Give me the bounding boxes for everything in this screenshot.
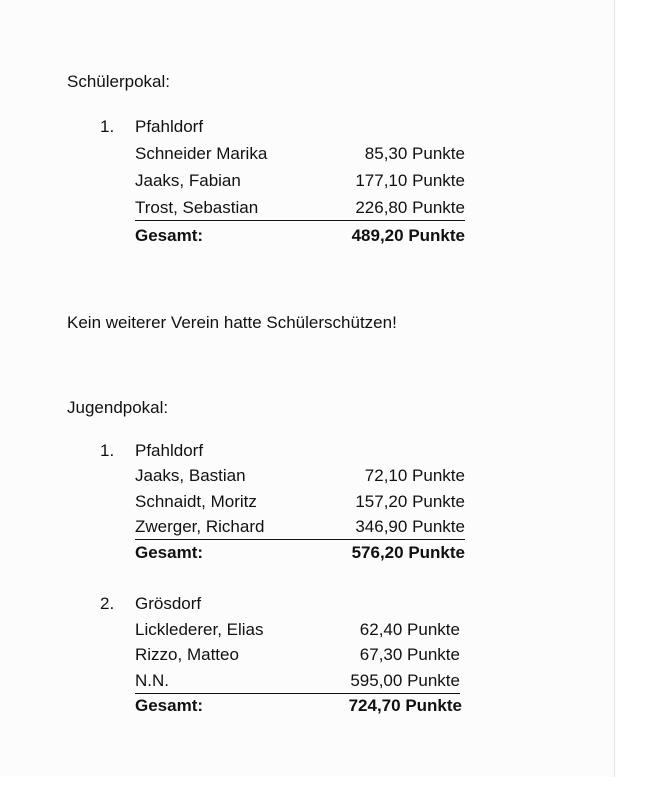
member-row <box>135 517 465 540</box>
member-row <box>135 620 460 644</box>
member-row <box>135 645 460 669</box>
member-row <box>135 171 465 195</box>
total-points: 724,70 Punkte <box>348 696 462 715</box>
member-name: Rizzo, Matteo <box>135 645 239 664</box>
member-name: Zwerger, Richard <box>135 517 265 536</box>
total-points: 489,20 Punkte <box>351 226 465 245</box>
jugendpokal-heading: Jugendpokal: <box>67 398 169 417</box>
total-label: Gesamt: <box>135 696 204 715</box>
member-row <box>135 492 465 516</box>
member-points: 226,80 Punkte <box>355 198 465 217</box>
team-rank: 1. <box>100 117 115 136</box>
member-points: 346,90 Punkte <box>355 517 465 536</box>
member-points: 177,10 Punkte <box>355 171 465 190</box>
member-name: Trost, Sebastian <box>135 198 259 217</box>
member-row <box>135 144 465 168</box>
member-points: 67,30 Punkte <box>359 645 460 664</box>
member-points: 62,40 Punkte <box>359 620 460 639</box>
team-club: Pfahldorf <box>135 117 204 136</box>
total-row <box>135 543 465 567</box>
member-points: 72,10 Punkte <box>364 466 465 485</box>
member-row <box>135 198 465 221</box>
member-name: Schnaidt, Moritz <box>135 492 257 511</box>
total-points: 576,20 Punkte <box>351 543 465 562</box>
member-points: 85,30 Punkte <box>364 144 465 163</box>
member-row <box>135 466 465 490</box>
member-name: Schneider Marika <box>135 144 268 163</box>
member-name: Jaaks, Fabian <box>135 171 241 190</box>
member-row <box>135 671 460 694</box>
member-name: Licklederer, Elias <box>135 620 264 639</box>
team-club: Grösdorf <box>135 594 202 613</box>
note-text: Kein weiterer Verein hatte Schülerschützen! <box>67 313 397 332</box>
member-name: Jaaks, Bastian <box>135 466 246 485</box>
team-rank: 2. <box>100 594 115 613</box>
total-row <box>135 226 465 250</box>
team-rank: 1. <box>100 441 115 460</box>
total-label: Gesamt: <box>135 543 204 562</box>
member-points: 157,20 Punkte <box>355 492 465 511</box>
member-name: N.N. <box>135 671 169 690</box>
schuelerpokal-heading: Schülerpokal: <box>67 72 171 91</box>
total-label: Gesamt: <box>135 226 204 245</box>
total-row <box>135 696 462 720</box>
team-club: Pfahldorf <box>135 441 204 460</box>
member-points: 595,00 Punkte <box>350 671 460 690</box>
